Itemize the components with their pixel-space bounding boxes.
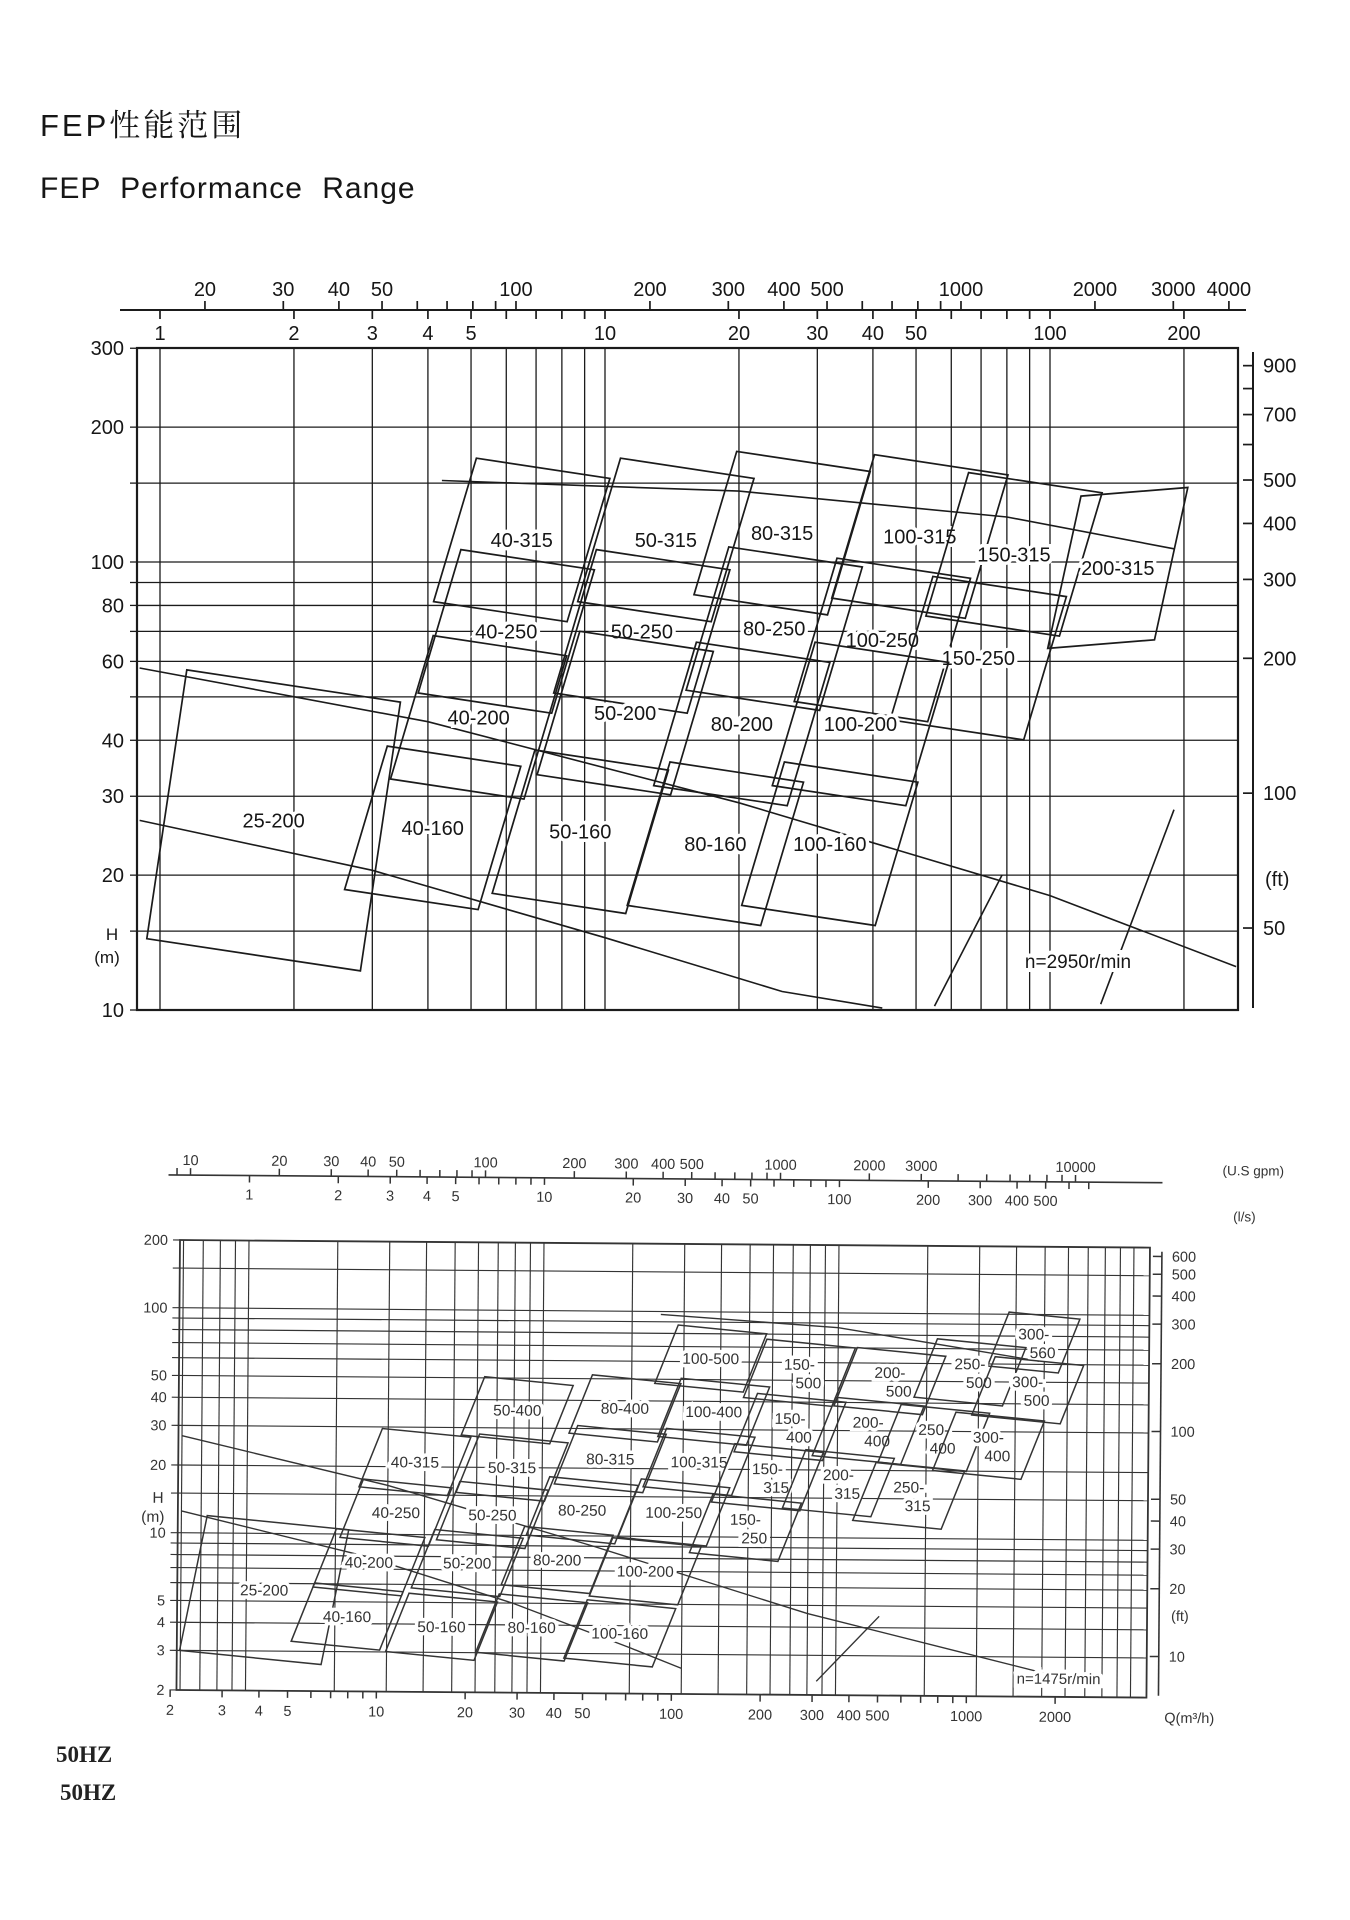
region-label: 100-315 <box>670 1454 728 1472</box>
region-label: 200- <box>852 1414 884 1432</box>
ft-tick-label: 40 <box>1169 1514 1187 1531</box>
region-label: 500 <box>885 1383 912 1401</box>
ft-tick-label: 500 <box>1171 1267 1197 1284</box>
gpm-tick-label: 20 <box>271 1153 288 1170</box>
page-title-zh: FEP性能范围 <box>40 108 246 143</box>
m-tick-label: 30 <box>101 786 124 809</box>
ls-tick-label: 50 <box>742 1191 759 1208</box>
gpm-tick-label: 200 <box>562 1156 587 1173</box>
region-label: 560 <box>1029 1345 1056 1363</box>
ls-tick-label: 30 <box>806 323 829 345</box>
ls-tick-label: 100 <box>827 1192 852 1209</box>
speed-note: n=1475r/min <box>1016 1670 1101 1689</box>
region-label: 250 <box>741 1530 768 1548</box>
region-label: 300- <box>1018 1326 1050 1344</box>
region-label: 100-160 <box>793 833 867 856</box>
region-label: 50-200 <box>594 703 657 726</box>
m3h-unit-label: Q(m³/h) <box>1164 1710 1215 1728</box>
region-label: 500 <box>1023 1392 1050 1410</box>
gpm-tick-label: 300 <box>614 1156 639 1173</box>
m-tick-label: 4 <box>156 1615 166 1632</box>
ls-tick-label: 30 <box>676 1190 694 1208</box>
ls-tick-label: 40 <box>713 1191 731 1208</box>
ls-tick-label: 50 <box>904 323 928 345</box>
ls-tick-label: 2 <box>288 323 300 345</box>
region-label: 100-200 <box>616 1563 674 1581</box>
m-tick-label: 300 <box>90 338 124 361</box>
m-tick-label: 20 <box>101 865 124 888</box>
ls-tick-label: 1 <box>154 323 166 345</box>
gpm-unit-label: (U.S gpm) <box>1222 1163 1285 1179</box>
chart-2950rpm <box>91 279 1297 1022</box>
region-label: 40-315 <box>490 529 553 552</box>
m-tick-label: 50 <box>150 1368 167 1385</box>
ls-tick-label: 200 <box>915 1192 941 1209</box>
m-tick-label: 10 <box>101 1000 124 1022</box>
m-tick-label: 10 <box>149 1525 166 1542</box>
region-label: 40-200 <box>344 1554 394 1572</box>
m-tick-label: 100 <box>143 1300 168 1317</box>
region-label: 80-160 <box>507 1619 556 1638</box>
region-label: 50-250 <box>610 621 673 644</box>
head-axis-title: H <box>105 925 119 944</box>
ft-tick-label: 200 <box>1170 1356 1196 1374</box>
region-label: 250- <box>918 1421 950 1440</box>
gpm-tick-label: 100 <box>473 1155 498 1172</box>
gpm-tick-label: 2000 <box>853 1158 886 1175</box>
region-label: 80-315 <box>586 1451 635 1469</box>
region-label: 100-250 <box>645 1504 703 1523</box>
region-label: 40-250 <box>475 621 538 644</box>
region-label: 80-250 <box>558 1502 607 1520</box>
page-title-en: FEP Performance Range <box>40 172 416 205</box>
region-label: 150- <box>783 1356 816 1374</box>
ft-tick-label: 50 <box>1263 918 1286 941</box>
m-tick-label: 30 <box>150 1418 167 1435</box>
region-label: 25-200 <box>242 810 305 833</box>
region-label: 150-315 <box>977 544 1051 567</box>
region-label: 200- <box>874 1364 906 1383</box>
m3h-tick-label: 100 <box>659 1706 684 1723</box>
frequency-label-2: 50HZ <box>60 1780 117 1805</box>
m-tick-label: 40 <box>150 1390 167 1407</box>
ft-tick-label: 400 <box>1171 1289 1196 1306</box>
gpm-tick-label: 200 <box>633 279 667 301</box>
gpm-tick-label: 500 <box>810 279 844 301</box>
region-label: 80-160 <box>684 833 747 856</box>
m3h-tick-label: 300 <box>799 1707 825 1725</box>
envelope-curve <box>816 1616 879 1682</box>
ls-tick-label: 100 <box>1033 323 1067 345</box>
region-label: 100-315 <box>883 526 957 549</box>
region-label: 300- <box>972 1429 1005 1447</box>
ls-tick-label: 20 <box>625 1190 642 1207</box>
envelope-curve <box>1101 810 1174 1005</box>
ls-tick-label: 4 <box>422 323 434 345</box>
gpm-tick-label: 1000 <box>938 279 984 301</box>
gpm-tick-label: 4000 <box>1206 279 1252 301</box>
speed-note: n=2950r/min <box>1024 952 1132 973</box>
m3h-tick-label: 3 <box>217 1703 227 1720</box>
region-label: 50-160 <box>417 1619 466 1637</box>
gpm-tick-label: 400 <box>651 1156 676 1173</box>
ft-tick-label: 600 <box>1171 1249 1197 1266</box>
region-label: 400 <box>984 1448 1011 1466</box>
pump-model-regions <box>147 451 1188 971</box>
m3h-tick-label: 4 <box>254 1703 263 1720</box>
ft-tick-label: 300 <box>1171 1317 1196 1334</box>
region-label: 100-160 <box>591 1625 649 1644</box>
m3h-tick-label: 50 <box>574 1706 591 1723</box>
region-label: 40-315 <box>390 1454 440 1472</box>
m-tick-label: 80 <box>101 595 124 618</box>
ft-tick-label: 400 <box>1263 513 1297 536</box>
gpm-tick-label: 1000 <box>764 1157 797 1174</box>
m3h-tick-label: 2000 <box>1038 1709 1072 1727</box>
m3h-tick-label: 40 <box>545 1705 562 1723</box>
region-label: 80-400 <box>600 1400 650 1419</box>
ls-tick-label: 10 <box>593 323 617 345</box>
m-tick-label: 2 <box>156 1682 165 1699</box>
gpm-tick-label: 10000 <box>1055 1159 1096 1177</box>
head-axis-unit: (m) <box>141 1508 165 1526</box>
ls-tick-label: 500 <box>1033 1193 1058 1210</box>
region-label: 40-160 <box>322 1608 372 1627</box>
ls-tick-label: 40 <box>861 323 885 345</box>
region-label: 100-250 <box>845 629 920 652</box>
envelope-curve <box>935 875 1003 1006</box>
ft-unit-label: (ft) <box>1265 869 1290 891</box>
region-label: 50-400 <box>493 1402 542 1420</box>
plot-frame <box>137 348 1238 1010</box>
ls-tick-label: 3 <box>366 323 378 345</box>
region-label: 40-200 <box>447 707 510 730</box>
region-label: 300- <box>1012 1374 1044 1392</box>
grid <box>130 348 1238 1010</box>
ft-tick-label: 500 <box>1263 470 1297 493</box>
ls-tick-label: 4 <box>422 1188 432 1205</box>
region-label: 250- <box>893 1479 925 1497</box>
gpm-tick-label: 40 <box>327 279 351 301</box>
ls-tick-label: 200 <box>1167 323 1201 345</box>
region-label: 40-250 <box>371 1504 421 1523</box>
gpm-tick-label: 300 <box>711 279 745 301</box>
gpm-tick-label: 100 <box>499 279 533 301</box>
ft-tick-label: 700 <box>1263 404 1297 427</box>
ls-tick-label: 2 <box>334 1188 343 1205</box>
ft-unit-label: (ft) <box>1171 1608 1189 1625</box>
m-tick-label: 40 <box>101 730 124 753</box>
region-label: 315 <box>834 1485 861 1503</box>
region-label: 400 <box>864 1433 891 1451</box>
region-label: 50-250 <box>468 1507 517 1525</box>
ls-tick-label: 5 <box>465 323 477 345</box>
region-label: 50-315 <box>487 1459 537 1478</box>
m3h-tick-label: 5 <box>283 1703 292 1720</box>
region-label: 150-250 <box>941 648 1015 671</box>
region-label: 40-160 <box>401 817 464 840</box>
ft-tick-label: 100 <box>1263 783 1297 806</box>
m-tick-label: 20 <box>150 1457 167 1474</box>
head-axis-title: H <box>152 1489 164 1507</box>
ls-unit-label: (l/s) <box>1233 1209 1256 1225</box>
ls-tick-label: 10 <box>536 1189 553 1206</box>
region-label: 100-200 <box>823 713 898 736</box>
region-label: 150- <box>774 1410 806 1429</box>
gpm-tick-label: 30 <box>272 279 295 301</box>
region-label: 80-250 <box>743 618 806 641</box>
gpm-tick-label: 400 <box>767 279 801 301</box>
region-label: 200-315 <box>1081 557 1155 580</box>
m-tick-label: 200 <box>90 417 124 440</box>
ls-tick-label: 300 <box>967 1193 993 1210</box>
region-label: 80-200 <box>532 1552 582 1570</box>
m-tick-label: 3 <box>156 1643 165 1660</box>
head-axis-unit: (m) <box>94 948 120 967</box>
gpm-tick-label: 40 <box>360 1154 377 1171</box>
gpm-tick-label: 500 <box>679 1156 704 1174</box>
region-label: 100-500 <box>682 1350 740 1369</box>
gpm-tick-label: 20 <box>193 279 217 301</box>
region-label: 25-200 <box>239 1582 289 1600</box>
m-tick-label: 200 <box>143 1232 169 1249</box>
m-tick-label: 5 <box>157 1593 166 1610</box>
ls-tick-label: 1 <box>245 1187 254 1204</box>
ft-tick-label: 200 <box>1263 648 1297 671</box>
ft-tick-label: 20 <box>1169 1581 1186 1599</box>
region-label: 500 <box>965 1374 992 1393</box>
gpm-tick-label: 30 <box>323 1154 340 1171</box>
region-label: 315 <box>763 1479 790 1497</box>
m3h-tick-label: 500 <box>865 1708 890 1725</box>
ft-tick-label: 10 <box>1168 1649 1185 1666</box>
m3h-tick-label: 200 <box>747 1707 773 1724</box>
region-label: 500 <box>795 1375 822 1393</box>
ft-tick-label: 50 <box>1169 1492 1187 1509</box>
m3h-tick-label: 1000 <box>949 1709 983 1726</box>
gpm-tick-label: 50 <box>388 1154 405 1171</box>
region-label: 80-200 <box>710 713 773 736</box>
gpm-tick-label: 50 <box>370 279 394 301</box>
region-label: 400 <box>929 1440 956 1458</box>
frequency-label-1: 50HZ <box>56 1742 113 1767</box>
region-label: 150- <box>729 1511 762 1529</box>
region-label: 80-315 <box>750 523 814 546</box>
chart-1475rpm <box>140 1153 1285 1728</box>
m3h-tick-label: 400 <box>836 1708 861 1725</box>
region-label: 50-200 <box>442 1555 492 1573</box>
ft-tick-label: 100 <box>1170 1424 1195 1441</box>
m3h-tick-label: 2 <box>165 1702 175 1719</box>
ft-tick-label: 900 <box>1263 355 1297 378</box>
gpm-tick-label: 10 <box>182 1153 199 1170</box>
ls-tick-label: 20 <box>727 323 751 345</box>
region-label: 200- <box>822 1467 855 1485</box>
envelope-curve <box>140 817 883 1008</box>
region-label: 400 <box>785 1429 812 1447</box>
gpm-tick-label: 2000 <box>1072 279 1118 301</box>
ls-tick-label: 400 <box>1004 1193 1030 1210</box>
ls-tick-label: 5 <box>451 1189 460 1206</box>
m-tick-label: 100 <box>90 552 124 574</box>
ft-tick-label: 30 <box>1169 1542 1186 1559</box>
ft-tick-label: 300 <box>1263 569 1297 592</box>
m3h-tick-label: 10 <box>368 1704 385 1721</box>
ls-tick-label: 3 <box>385 1188 395 1205</box>
region-label: 250- <box>954 1356 986 1374</box>
m3h-tick-label: 30 <box>508 1705 526 1722</box>
gpm-tick-label: 3000 <box>905 1158 938 1175</box>
region-label: 50-160 <box>549 821 612 844</box>
region-label: 315 <box>904 1498 931 1516</box>
region-label: 100-400 <box>685 1403 743 1422</box>
m3h-tick-label: 20 <box>456 1705 474 1722</box>
region-label: 150- <box>751 1461 784 1479</box>
region-label: 50-315 <box>634 529 697 552</box>
m-tick-label: 60 <box>101 651 124 674</box>
gpm-tick-label: 3000 <box>1151 279 1196 301</box>
